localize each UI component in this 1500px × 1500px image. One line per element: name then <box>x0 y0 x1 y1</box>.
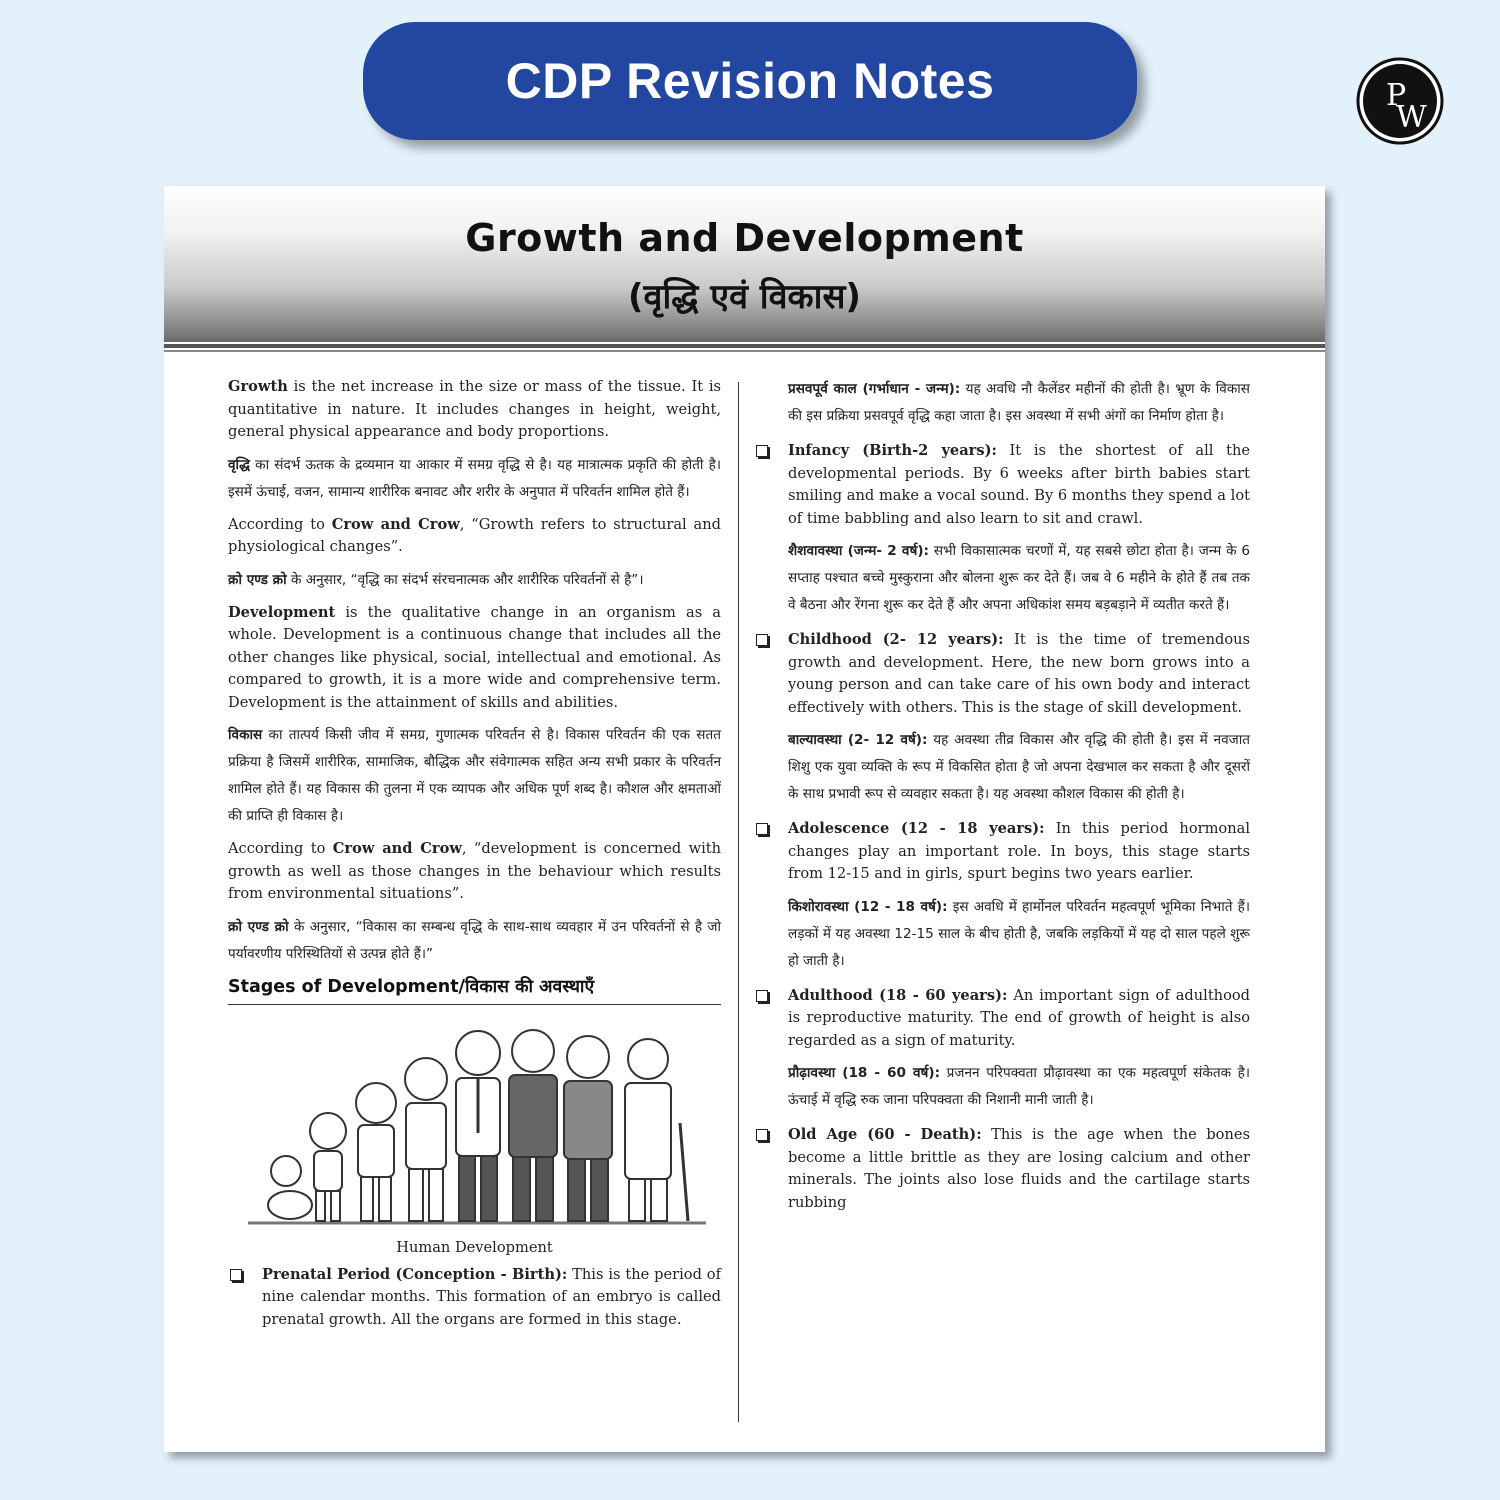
prenatal-bullet <box>228 1264 721 1332</box>
logo-letter-w: W <box>1396 100 1427 135</box>
development-text: is the qualitative change in an organism as a whole. Development is a continuous change that includes all the other changes like physical, social, intellectual and emotional. As compared to growth, it is a more wide and comprehensive term. Development is the attainment of skills and abilities. <box>228 603 721 711</box>
crow-quote-1-hindi <box>228 567 721 594</box>
crow1-text: , “Growth refers to structural and physiological changes”. <box>228 515 721 555</box>
banner <box>363 22 1137 140</box>
adolescence-text-hindi: इस अवधि में हार्मोनल परिवर्तन महत्वपूर्ण भूमिका निभाते हैं। लड़कों में यह अवस्था 12-15 साल के बीच होती है, जबकि लड़कियों में यह दो साल पहले शुरू हो जाती है। <box>788 898 1250 969</box>
growth-text: is the net increase in the size or mass of the tissue. It is quantitative in nature. It includes changes in height, weight, general physical appearance and body proportions. <box>228 378 721 440</box>
prenatal-text: This is the period of nine calendar months. This formation of an embryo is called prenatal growth. All the organs are formed in this stage. <box>262 1265 721 1328</box>
infancy-text: It is the shortest of all the developmental periods. By 6 weeks after birth babies start smiling and make a vocal sound. By 6 months they spend a lot of time babbling and also learn to sit and crawl. <box>788 442 1250 527</box>
growth-term-hindi: वृद्धि <box>228 456 250 473</box>
illustration-caption: Human Development <box>396 1239 553 1256</box>
childhood-text: It is the time of tremendous growth and development. Here, the new born grows into a young person and can take care of his own body and interact effectively with others. This is the stage of skill development. <box>788 631 1250 716</box>
figure-teen <box>456 1031 500 1221</box>
crow2-term-hindi: क्रो एण्ड क्रो <box>228 918 289 935</box>
crow2-term: Crow and Crow <box>332 840 462 857</box>
growth-paragraph-hindi <box>228 452 721 506</box>
adolescence-text: In this period hormonal changes play an important role. In boys, this stage starts from 12-15 and in girls, spurt begins two years earlier. <box>788 820 1250 882</box>
human-development-illustration <box>228 1013 721 1233</box>
figure-middle-aged <box>564 1036 612 1221</box>
adulthood-term: Adulthood (18 - 60 years): <box>788 986 1008 1004</box>
checkbox-square-icon <box>756 445 768 457</box>
figure-elderly <box>625 1039 688 1221</box>
crow2-pre: According to <box>228 840 333 857</box>
development-term: Development <box>228 603 336 621</box>
oldage-text: This is the age when the bones become a little brittle as they are losing calcium and other minerals. The joints also lose fluids and the cartilage starts rubbing <box>788 1126 1250 1211</box>
growth-text-hindi: का संदर्भ ऊतक के द्रव्यमान या आकार में समग्र वृद्धि से है। यह मात्रात्मक प्रकृति की होती है। इसमें ऊंचाई, वजन, सामान्य शारीरिक बनावट और शरीर के अनुपात में परिवर्तन शामिल होते हैं। <box>228 456 721 500</box>
crow2-text-hindi: के अनुसार, “विकास का सम्बन्ध वृद्धि के साथ-साथ व्यवहार में उन परिवर्तनों से है जो पर्यावरणीय परिस्थितियों से उत्पन्न होते हैं।” <box>228 918 721 962</box>
adolescence-hindi <box>754 894 1250 975</box>
left-column <box>228 376 721 1339</box>
checkbox-square-icon <box>756 634 768 646</box>
oldage-bullet <box>754 1124 1250 1214</box>
checkbox-square-icon <box>756 823 768 835</box>
figure-preteen <box>405 1058 447 1221</box>
development-paragraph <box>228 602 721 715</box>
growth-term: Growth <box>228 378 288 395</box>
figure-toddler <box>310 1113 346 1221</box>
figure-adult <box>509 1030 557 1221</box>
checkbox-square-icon <box>756 1129 768 1141</box>
growth-paragraph <box>228 376 721 444</box>
development-term-hindi: विकास <box>228 727 263 743</box>
adolescence-bullet <box>754 818 1250 886</box>
infancy-term-hindi: शैशवावस्था (जन्म- 2 वर्ष): <box>788 543 929 559</box>
header-rule-thin <box>164 350 1325 352</box>
infancy-bullet <box>754 440 1250 530</box>
page-title: Growth and Development <box>465 216 1024 260</box>
adulthood-text: An important sign of adulthood is reproductive maturity. The end of growth of height is also regarded as a sign of maturity. <box>788 986 1250 1049</box>
crow1-term-hindi: क्रो एण्ड क्रो <box>228 571 287 588</box>
pw-logo-icon <box>1356 57 1444 145</box>
logo-letter-p: P <box>1386 78 1407 113</box>
page-title-hindi: (वृद्धि एवं विकास) <box>628 277 861 317</box>
checkbox-square-icon <box>756 990 768 1002</box>
crow1-text-hindi: के अनुसार, “वृद्धि का संदर्भ संरचनात्मक और शारीरिक परिवर्तनों से है”। <box>286 571 644 588</box>
development-paragraph-hindi <box>228 722 721 830</box>
right-column <box>754 376 1250 1222</box>
checkbox-square-icon <box>230 1269 242 1281</box>
prenatal-term-hindi: प्रसवपूर्व काल (गर्भाधान - जन्म): <box>788 381 961 397</box>
column-divider <box>738 382 739 1422</box>
adulthood-text-hindi: प्रजनन परिपक्वता प्रौढ़ावस्था का एक महत्वपूर्ण संकेतक है। ऊंचाई में वृद्धि रुक जाना परिपक्वता की निशानी मानी जाती है। <box>788 1065 1250 1108</box>
oldage-term: Old Age (60 - Death): <box>788 1126 982 1143</box>
page-header <box>164 186 1325 342</box>
crow2-text: , “development is concerned with growth as well as those changes in the behaviour which results from environmental situations”. <box>228 840 721 902</box>
prenatal-hindi <box>754 376 1250 430</box>
banner-title: CDP Revision Notes <box>505 53 995 109</box>
childhood-term-hindi: बाल्यावस्था (2- 12 वर्ष): <box>788 732 928 748</box>
development-text-hindi: का तात्पर्य किसी जीव में समग्र, गुणात्मक परिवर्तन से है। विकास परिवर्तन की एक सतत प्रक्रिया है जिसमें शारीरिक, सामाजिक, बौद्धिक और संवेगात्मक सहित अन्य सभी प्रकार के परिवर्तन शामिल होते हैं। यह विकास की तुलना में एक व्यापक और अधिक पूर्ण शब्द है। कौशल और क्षमताओं की प्राप्ति ही विकास है। <box>228 727 721 824</box>
figure-child <box>356 1083 396 1221</box>
childhood-bullet <box>754 629 1250 719</box>
figure-baby <box>268 1156 312 1219</box>
crow-quote-2 <box>228 838 721 906</box>
infancy-text-hindi: सभी विकासात्मक चरणों में, यह सबसे छोटा होता है। जन्म के 6 सप्ताह पश्चात बच्चे मुस्कुराना और बोलना शुरू कर देते हैं। जब वे 6 महीने के होते हैं तब तक वे बैठना और रेंगना शुरू कर देते हैं और अपना अधिकांश समय बड़बड़ाने में व्यतीत करते हैं। <box>788 543 1250 613</box>
stages-heading: Stages of Development/विकास की अवस्थाएँ <box>228 976 721 1006</box>
prenatal-term: Prenatal Period (Conception - Birth): <box>262 1265 568 1283</box>
childhood-term: Childhood (2- 12 years): <box>788 631 1004 648</box>
crow-quote-2-hindi <box>228 914 721 968</box>
adulthood-hindi <box>754 1060 1250 1114</box>
adulthood-bullet <box>754 985 1250 1053</box>
adolescence-term-hindi: किशोरावस्था (12 - 18 वर्ष): <box>788 898 948 915</box>
infancy-term: Infancy (Birth-2 years): <box>788 442 997 459</box>
childhood-hindi <box>754 727 1250 808</box>
header-rule <box>164 344 1325 348</box>
crow1-term: Crow and Crow <box>331 515 460 533</box>
infancy-hindi <box>754 538 1250 619</box>
crow-quote-1 <box>228 514 721 559</box>
crow1-pre: According to <box>228 515 332 533</box>
adolescence-term: Adolescence (12 - 18 years): <box>788 820 1045 837</box>
document-page <box>164 186 1325 1452</box>
adulthood-term-hindi: प्रौढ़ावस्था (18 - 60 वर्ष): <box>788 1065 941 1081</box>
childhood-text-hindi: यह अवस्था तीव्र विकास और वृद्धि की होती है। इस में नवजात शिशु एक युवा व्यक्ति के रूप में विकसित होता है जो अपना देखभाल कर सकता है और दूसरों के साथ प्रभावी रूप से व्यवहार सकता है। यह अवस्था कौशल विकास की होती है। <box>788 732 1250 802</box>
prenatal-text-hindi: यह अवधि नौ कैलेंडर महीनों की होती है। भ्रूण के विकास की इस प्रक्रिया प्रसवपूर्व वृद्धि कहा जाता है। इस अवस्था में सभी अंगों का निर्माण होता है। <box>788 381 1250 424</box>
